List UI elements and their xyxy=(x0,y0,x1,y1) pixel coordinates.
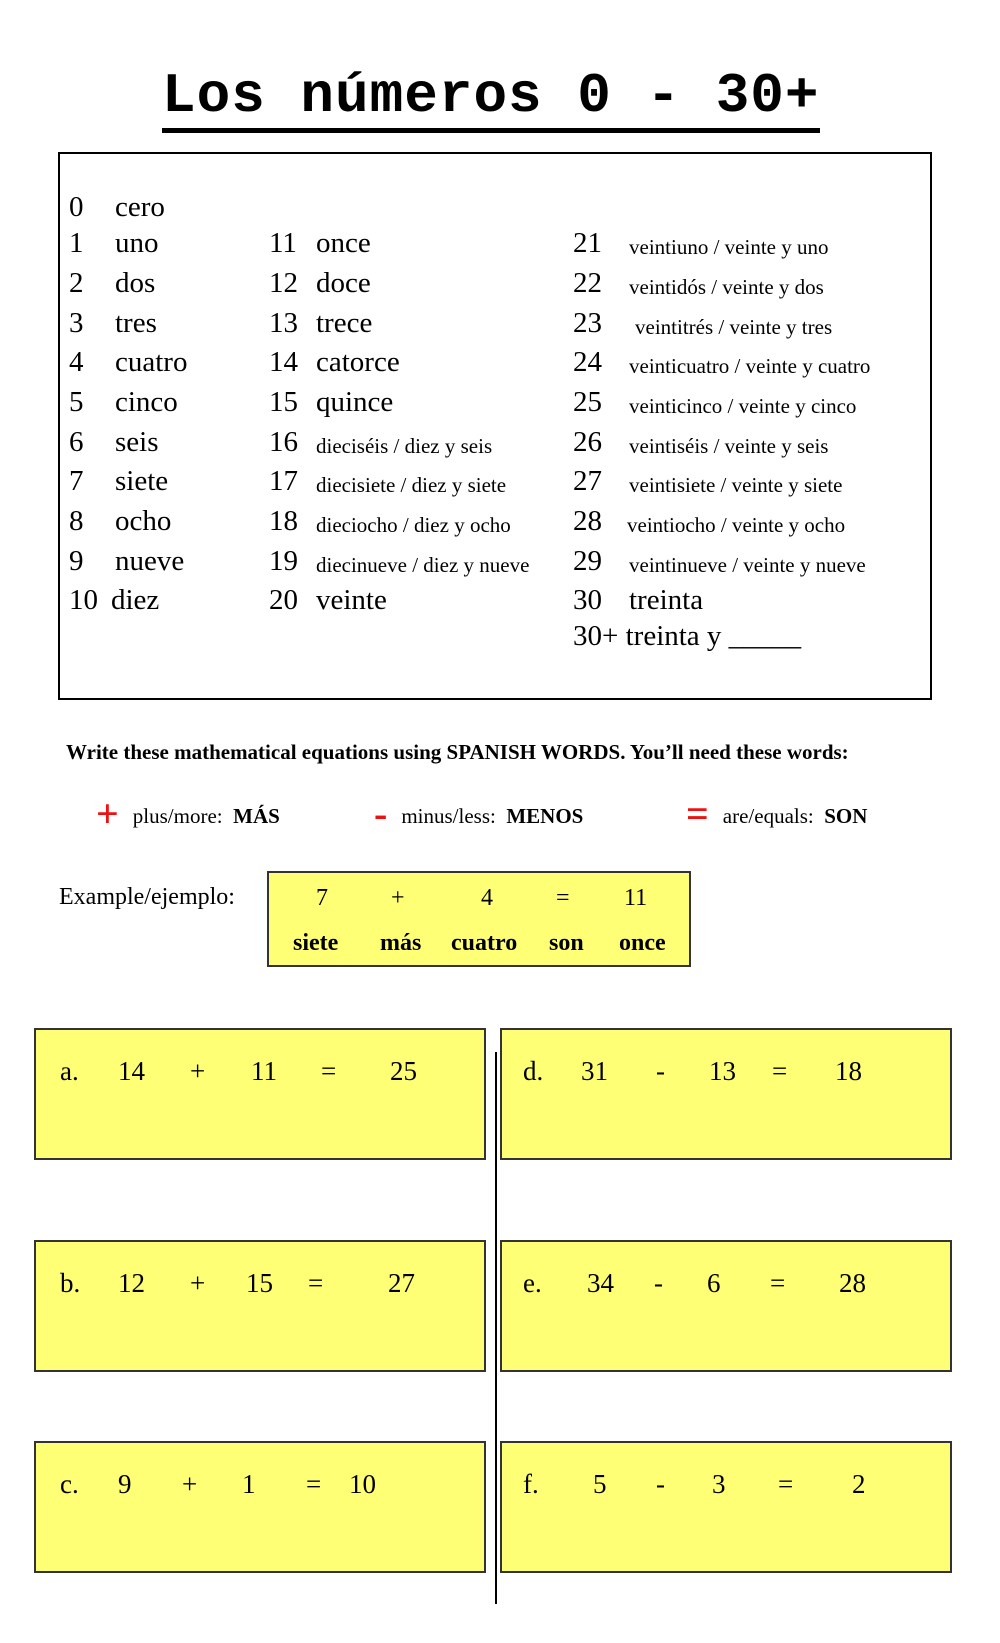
symbol-plus: + plus/more: MÁS xyxy=(96,791,280,836)
problem-box-d[interactable]: d. 31 - 13 = 18 xyxy=(500,1028,952,1160)
number-reference-box: 0 cero 1 uno 2 dos 3 tres 4 cuatro 5 cinco 6 seis 7 siete 8 ocho 9 nueve 10 diez 11 once 12 doce 13 trece 14 catorce 15 quince 16 dieciséis / diez y seis 17 diecisiete / diez y siete 18 dieciocho / diez y ocho 19 diecinueve / diez y nueve 20 veinte 21 veintiuno / veinte y uno 22 veintidós / veinte y dos 23 veintitrés / veinte y tres 24 veinticuatro / veinte y cuatro 25 veinticinco / veinte y cinco 26 veintiséis / veinte y seis 27 veintisiete / veinte y siete 28 veintiocho / veinte y ocho 29 veintinueve / veinte y nueve 30 treinta 30+ treinta y _____ xyxy=(58,152,932,700)
example-label: Example/ejemplo: xyxy=(59,884,235,910)
symbol-minus: - minus/less: MENOS xyxy=(374,791,584,836)
problem-box-b[interactable]: b. 12 + 15 = 27 xyxy=(34,1240,486,1372)
instructions: Write these mathematical equations using SPANISH WORDS. You’ll need these words: xyxy=(66,740,849,764)
symbol-equals: = are/equals: SON xyxy=(686,791,868,836)
problem-box-f[interactable]: f. 5 - 3 = 2 xyxy=(500,1441,952,1573)
problem-box-e[interactable]: e. 34 - 6 = 28 xyxy=(500,1240,952,1372)
problem-box-c[interactable]: c. 9 + 1 = 10 xyxy=(34,1441,486,1573)
page-title: Los números 0 - 30+ xyxy=(162,66,820,133)
column-divider xyxy=(495,1052,497,1604)
example-box: 7 + 4 = 11 siete más cuatro son once xyxy=(267,871,691,967)
plus-icon: + xyxy=(96,791,119,836)
equals-icon: = xyxy=(686,791,709,836)
minus-icon: - xyxy=(374,791,388,836)
problem-box-a[interactable]: a. 14 + 11 = 25 xyxy=(34,1028,486,1160)
